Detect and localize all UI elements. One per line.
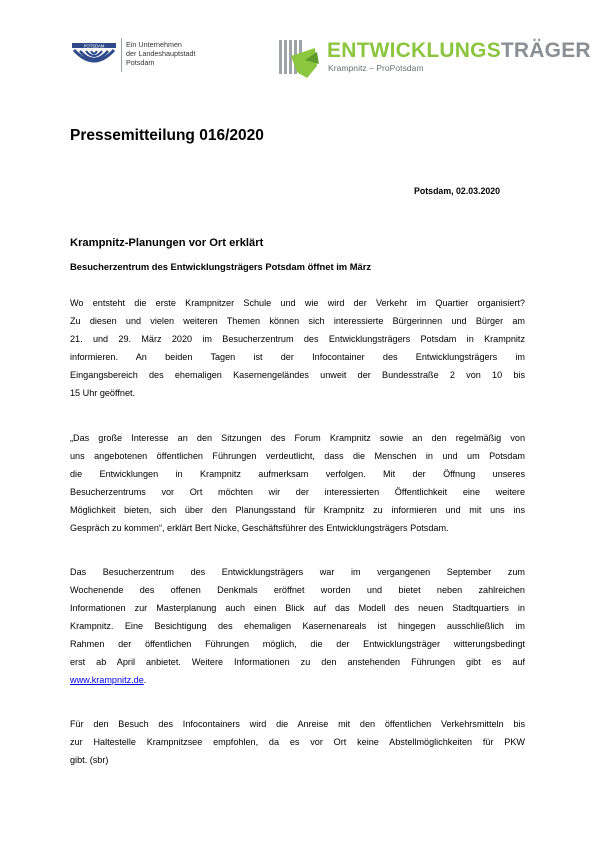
potsdam-logo bbox=[70, 38, 210, 74]
text-line: informieren. An beiden Tagen ist der Infocontainer des Entwicklungsträgers im bbox=[70, 352, 525, 362]
text-line: www.krampnitz.de. bbox=[70, 675, 147, 685]
text-line: uns angebotenen öffentlichen Führungen verdeutlicht, dass die Menschen in und um Potsdam bbox=[70, 451, 525, 461]
text-line: 15 Uhr geöffnet. bbox=[70, 388, 136, 398]
text-line: Wochenende des offenen Denkmals eröffnet worden und bietet neben zahlreichen bbox=[70, 585, 525, 595]
text-line: erst ab April anbietet. Weitere Informationen zu den anstehenden Führungen gibt es auf bbox=[70, 657, 525, 667]
text-line: Das Besucherzentrum des Entwicklungsträgers war im vergangenen September zum bbox=[70, 567, 525, 577]
text-line: Rahmen der öffentlichen Führungen möglich, die der Entwicklungsträger witterungsbedingt bbox=[70, 639, 525, 649]
paragraph-4 bbox=[70, 715, 525, 769]
text-line: die Entwicklungen in Krampnitz aufmerksam verfolgen. Mit der Öffnung unseres bbox=[70, 469, 525, 479]
text-line: 21. und 29. März 2020 im Besucherzentrum des Entwicklungsträgers Potsdam in Krampnitz bbox=[70, 334, 525, 344]
headline: Krampnitz-Planungen vor Ort erklärt bbox=[70, 237, 264, 249]
potsdam-logo-text: Ein Unternehmen der Landeshauptstadt Potsdam bbox=[126, 40, 196, 68]
text-line: Krampnitz. Eine Besichtigung des ehemaligen Kasernenareals ist hingegen ausschließlich im bbox=[70, 621, 525, 631]
paragraph-2 bbox=[70, 429, 525, 537]
text-line: Zu diesen und vielen weiteren Themen können sich interessierte Bürgerinnen und Bürger am bbox=[70, 316, 525, 326]
text-line: „Das große Interesse an den Sitzungen des Forum Krampnitz sowie an den regelmäßig von bbox=[70, 433, 525, 443]
krampnitz-website-link[interactable]: www.krampnitz.de bbox=[70, 675, 144, 685]
text-line: gibt. (sbr) bbox=[70, 755, 109, 765]
text-line: Informationen zur Masterplanung auch einen Blick auf das Modell des neuen Stadtquartiers in bbox=[70, 603, 525, 613]
text-line: Möglichkeit bieten, sich über den Planungsstand für Krampnitz zu informieren und mit uns ins bbox=[70, 505, 525, 515]
entwicklungstraeger-emblem-icon bbox=[277, 38, 327, 80]
dateline: Potsdam, 02.03.2020 bbox=[414, 186, 501, 196]
document-title: Pressemitteilung 016/2020 bbox=[70, 127, 264, 144]
text-line: Eingangsbereich des ehemaligen Kasernengeländes unweit der Bundesstraße 2 von 10 bis bbox=[70, 370, 525, 380]
text-line: Wo entsteht die erste Krampnitzer Schule und wie wird der Verkehr im Quartier organisiert? bbox=[70, 298, 525, 308]
paragraph-1 bbox=[70, 294, 525, 402]
text-line: Gespräch zu kommen“, erklärt Bert Nicke, Geschäftsführer des Entwicklungsträgers Potsdam. bbox=[70, 523, 449, 533]
paragraph-3 bbox=[70, 563, 525, 689]
text-line: zur Haltestelle Krampnitzsee empfohlen, da es vor Ort keine Abstellmöglichkeiten für PKW bbox=[70, 737, 525, 747]
text-line: Besucherzentrums vor Ort möchten wir der interessierten Öffentlichkeit eine weitere bbox=[70, 487, 525, 497]
text-line: Für den Besuch des Infocontainers wird die Anreise mit den öffentlichen Verkehrsmitteln bis bbox=[70, 719, 525, 729]
logo-divider bbox=[121, 38, 122, 72]
entwicklungstraeger-wordmark: ENTWICKLUNGSTRÄGER bbox=[327, 39, 591, 62]
entwicklungstraeger-logo bbox=[277, 38, 591, 80]
entwicklungstraeger-subtitle: Krampnitz – ProPotsdam bbox=[328, 63, 424, 73]
subheadline: Besucherzentrum des Entwicklungsträgers Potsdam öffnet im März bbox=[70, 261, 372, 272]
svg-text:POTSDAM: POTSDAM bbox=[83, 43, 105, 49]
potsdam-emblem-icon bbox=[70, 38, 120, 72]
